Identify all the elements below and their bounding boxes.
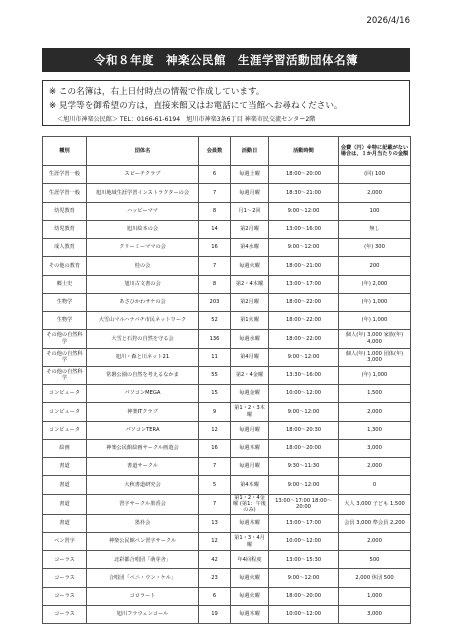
cell-members: 8	[199, 202, 231, 220]
table-row	[43, 202, 411, 220]
cell-activity-day: 毎週水曜	[231, 330, 269, 348]
table-row	[43, 166, 411, 184]
cell-fee: 3,000	[339, 439, 411, 457]
table-row	[43, 551, 411, 569]
cell-category: 幼児教育	[43, 220, 87, 238]
cell-activity-day: 第4水曜	[231, 239, 269, 257]
cell-members: 19	[199, 605, 231, 623]
cell-activity-time: 13:00～15:30	[269, 551, 339, 569]
cell-members: 23	[199, 569, 231, 587]
cell-members: 12	[199, 421, 231, 439]
table-row	[43, 605, 411, 623]
cell-activity-time: 9:00～12:00	[269, 239, 339, 257]
cell-fee: (年) 2,000	[339, 275, 411, 293]
cell-category: その他の自然科学	[43, 330, 87, 348]
table-row	[43, 348, 411, 366]
table-row	[43, 421, 411, 439]
cell-fee: 2,000	[339, 184, 411, 202]
cell-fee: 2,000	[339, 532, 411, 550]
cell-activity-day: 毎週木曜	[231, 439, 269, 457]
note-line-2: ※ 見学等を御希望の方は，直接来館又はお電話にて当館へお尋ねください。	[49, 101, 343, 111]
cell-activity-time: 9:00～12:00	[269, 476, 339, 494]
cell-fee: 個人(年) 1,000 団体(年) 3,000	[339, 348, 411, 366]
cell-category: コーラス	[43, 605, 87, 623]
cell-activity-day: 毎週火曜	[231, 257, 269, 275]
table-row	[43, 476, 411, 494]
cell-category: 生物学	[43, 312, 87, 330]
date-stamp: 2026/4/16	[366, 16, 410, 26]
cell-fee: 2,000	[339, 458, 411, 476]
table-row	[43, 275, 411, 293]
cell-activity-day: 年4回程度	[231, 551, 269, 569]
table-row	[43, 312, 411, 330]
cell-group-name: ハッピーママ	[87, 202, 199, 220]
cell-activity-time: 13:00～17:00 18:00～20:00	[269, 494, 339, 514]
header-fee: 会費（円）※特に記載がない場合は，１か月当たりの金額	[339, 137, 411, 166]
table-row	[43, 439, 411, 457]
cell-activity-time: 13:00～17:00	[269, 514, 339, 532]
cell-activity-day: 第4木曜	[231, 476, 269, 494]
cell-category: 生物学	[43, 293, 87, 311]
cell-group-name: スピーチクラブ	[87, 166, 199, 184]
header-category: 種別	[43, 137, 87, 166]
cell-category: コンピュータ	[43, 385, 87, 403]
cell-members: 7	[199, 458, 231, 476]
cell-members: 12	[199, 532, 231, 550]
cell-category: 生涯学習一般	[43, 184, 87, 202]
group-table	[42, 136, 411, 624]
cell-fee: 3,000	[339, 605, 411, 623]
cell-members: 15	[199, 385, 231, 403]
cell-category: その他の教育	[43, 257, 87, 275]
cell-group-name: 神楽ITクラブ	[87, 403, 199, 421]
cell-group-name: 書道サークル	[87, 458, 199, 476]
table-row	[43, 532, 411, 550]
cell-group-name: 旭川古文書の会	[87, 275, 199, 293]
cell-category: コンピュータ	[43, 403, 87, 421]
cell-group-name: 大雪と石狩の自然を守る会	[87, 330, 199, 348]
cell-members: 8	[199, 275, 231, 293]
cell-fee: 100	[339, 202, 411, 220]
cell-activity-day: 毎週火曜	[231, 569, 269, 587]
cell-group-name: 旭川絵本の会	[87, 220, 199, 238]
cell-fee: 1,000	[339, 587, 411, 605]
table-row	[43, 330, 411, 348]
table-header-row	[43, 137, 411, 166]
cell-activity-time: 13:30～16:00	[269, 366, 339, 384]
cell-members: 203	[199, 293, 231, 311]
notes-box	[42, 80, 410, 126]
cell-fee: (回) 100	[339, 166, 411, 184]
cell-members: 16	[199, 239, 231, 257]
cell-group-name: あさひかわサケの会	[87, 293, 199, 311]
cell-members: 7	[199, 494, 231, 514]
cell-category: その他の自然科学	[43, 366, 87, 384]
cell-fee: (年) 300	[339, 239, 411, 257]
cell-members: 52	[199, 312, 231, 330]
cell-fee: 会員 3,000 準会員 2,200	[339, 514, 411, 532]
cell-fee: 500	[339, 551, 411, 569]
cell-category: 成人教育	[43, 239, 87, 257]
cell-members: 5	[199, 476, 231, 494]
cell-activity-day: 第2・4金曜	[231, 366, 269, 384]
table-row	[43, 184, 411, 202]
cell-activity-day: 第4月曜	[231, 348, 269, 366]
cell-fee: 個人(年) 3,000 家族(年) 4,000	[339, 330, 411, 348]
cell-category: 書道	[43, 458, 87, 476]
cell-fee: (年) 1,000	[339, 366, 411, 384]
cell-members: 11	[199, 348, 231, 366]
cell-activity-time: 9:30～11:30	[269, 458, 339, 476]
cell-activity-time: 10:00～12:00	[269, 605, 339, 623]
cell-fee: 1,500	[339, 385, 411, 403]
table-row	[43, 458, 411, 476]
header-members: 会員数	[199, 137, 231, 166]
cell-fee: 2,000 休団 500	[339, 569, 411, 587]
header-activity-time: 活動時間	[269, 137, 339, 166]
cell-members: 42	[199, 551, 231, 569]
cell-group-name: 大雪山マルハナバチ市民ネットワーク	[87, 312, 199, 330]
cell-activity-day: 第1・2・3木曜	[231, 403, 269, 421]
cell-activity-time: 10:00～12:00	[269, 385, 339, 403]
cell-category: コーラス	[43, 587, 87, 605]
cell-members: 6	[199, 166, 231, 184]
cell-activity-day: 第1火曜	[231, 312, 269, 330]
cell-group-name: クリーミーママの会	[87, 239, 199, 257]
table-row	[43, 569, 411, 587]
cell-category: コーラス	[43, 569, 87, 587]
cell-activity-time: 13:00～16:00	[269, 220, 339, 238]
cell-members: 14	[199, 220, 231, 238]
table-row	[43, 366, 411, 384]
cell-activity-day: 第1・2・4金曜 (第1：午後のみ)	[231, 494, 269, 514]
table-row	[43, 220, 411, 238]
cell-category: 書道	[43, 514, 87, 532]
cell-group-name: パソコンMEGA	[87, 385, 199, 403]
cell-activity-time: 18:00～22:00	[269, 312, 339, 330]
cell-members: 16	[199, 439, 231, 457]
cell-group-name: 北彩都合唱団「萌芽舎」	[87, 551, 199, 569]
cell-group-name: 大秋書道研究会	[87, 476, 199, 494]
cell-activity-time: 18:00～21:00	[269, 257, 339, 275]
cell-activity-day: 月1～2回	[231, 202, 269, 220]
cell-activity-day: 毎週火曜	[231, 587, 269, 605]
cell-activity-time: 13:00～17:00	[269, 275, 339, 293]
table-row	[43, 257, 411, 275]
table-row	[43, 403, 411, 421]
cell-activity-day: 毎週月曜	[231, 421, 269, 439]
cell-group-name: 神楽公民館絵画サークル画遊会	[87, 439, 199, 457]
cell-activity-day: 毎週土曜	[231, 166, 269, 184]
cell-group-name: パソコンTERA	[87, 421, 199, 439]
page-title: 令和８年度 神楽公民館 生涯学習活動団体名簿	[42, 48, 410, 72]
cell-activity-day: 第2月曜	[231, 293, 269, 311]
header-activity-day: 活動日	[231, 137, 269, 166]
contact-line: ＜旭川市神楽公民館＞ TEL：0166-61-6194 旭川市神楽3条6丁目 神楽市民交流センター2階	[57, 116, 316, 123]
cell-category: コンピュータ	[43, 421, 87, 439]
cell-fee: 200	[339, 257, 411, 275]
cell-fee: (年) 1,000	[339, 312, 411, 330]
cell-fee: (年) 1,000	[339, 293, 411, 311]
cell-members: 6	[199, 587, 231, 605]
cell-category: コーラス	[43, 551, 87, 569]
cell-category: 幼児教育	[43, 202, 87, 220]
cell-group-name: 旭川・森と川ネット21	[87, 348, 199, 366]
cell-category: 書道	[43, 494, 87, 514]
cell-category: その他の自然科学	[43, 348, 87, 366]
cell-members: 136	[199, 330, 231, 348]
table-row	[43, 293, 411, 311]
table-row	[43, 494, 411, 514]
cell-category: 郷土史	[43, 275, 87, 293]
note-line-1: ※ この名簿は，右上日付時点の情報で作成しています。	[49, 87, 265, 97]
table-row	[43, 385, 411, 403]
cell-fee: 無し	[339, 220, 411, 238]
cell-fee: 大人 3,000 子ども 1,500	[339, 494, 411, 514]
cell-activity-day: 毎週木曜	[231, 605, 269, 623]
cell-activity-time: 9:00～12:00	[269, 403, 339, 421]
cell-activity-time: 18:00～20:30	[269, 421, 339, 439]
cell-activity-day: 毎週金曜	[231, 385, 269, 403]
cell-group-name: 桂の会	[87, 257, 199, 275]
cell-activity-day: 毎週木曜	[231, 514, 269, 532]
table-row	[43, 239, 411, 257]
cell-activity-time: 9:00～12:00	[269, 348, 339, 366]
cell-fee: 1,300	[339, 421, 411, 439]
cell-activity-time: 18:30～21:00	[269, 184, 339, 202]
cell-group-name: 習字サークル墨香会	[87, 494, 199, 514]
cell-category: ペン習字	[43, 532, 87, 550]
cell-activity-day: 毎週月曜	[231, 458, 269, 476]
cell-members: 55	[199, 366, 231, 384]
cell-activity-day: 第2月曜	[231, 220, 269, 238]
cell-activity-day: 第2・4木曜	[231, 275, 269, 293]
cell-members: 13	[199, 514, 231, 532]
cell-category: 書道	[43, 476, 87, 494]
cell-group-name: 旭川フラウェンコール	[87, 605, 199, 623]
cell-members: 9	[199, 403, 231, 421]
cell-group-name: 墨朴会	[87, 514, 199, 532]
table-row	[43, 514, 411, 532]
cell-group-name: 神楽公民館ペン習字サークル	[87, 532, 199, 550]
cell-activity-time: 10:00～12:00	[269, 532, 339, 550]
cell-activity-time: 9:00～12:00	[269, 202, 339, 220]
cell-activity-time: 18:00～20:00	[269, 439, 339, 457]
cell-category: 絵画	[43, 439, 87, 457]
header-group-name: 団体名	[87, 137, 199, 166]
cell-activity-time: 18:00～22:00	[269, 293, 339, 311]
cell-members: 7	[199, 184, 231, 202]
cell-group-name: 常磐公園の自然を考えるなかま	[87, 366, 199, 384]
cell-group-name: 旭川地域生涯学習インストラクターの会	[87, 184, 199, 202]
cell-activity-day: 毎週月曜	[231, 184, 269, 202]
cell-activity-time: 18:00～20:00	[269, 587, 339, 605]
cell-group-name: 合唱団「ベニ・ウン・ケル」	[87, 569, 199, 587]
cell-fee: 0	[339, 476, 411, 494]
cell-category: 生涯学習一般	[43, 166, 87, 184]
cell-fee: 2,000	[339, 403, 411, 421]
cell-activity-time: 9:00～12:00	[269, 569, 339, 587]
table-row	[43, 587, 411, 605]
cell-activity-time: 18:00～20:00	[269, 166, 339, 184]
cell-activity-day: 第1・3・4月曜	[231, 532, 269, 550]
cell-group-name: コロラート	[87, 587, 199, 605]
cell-members: 7	[199, 257, 231, 275]
cell-activity-time: 18:00～22:00	[269, 330, 339, 348]
